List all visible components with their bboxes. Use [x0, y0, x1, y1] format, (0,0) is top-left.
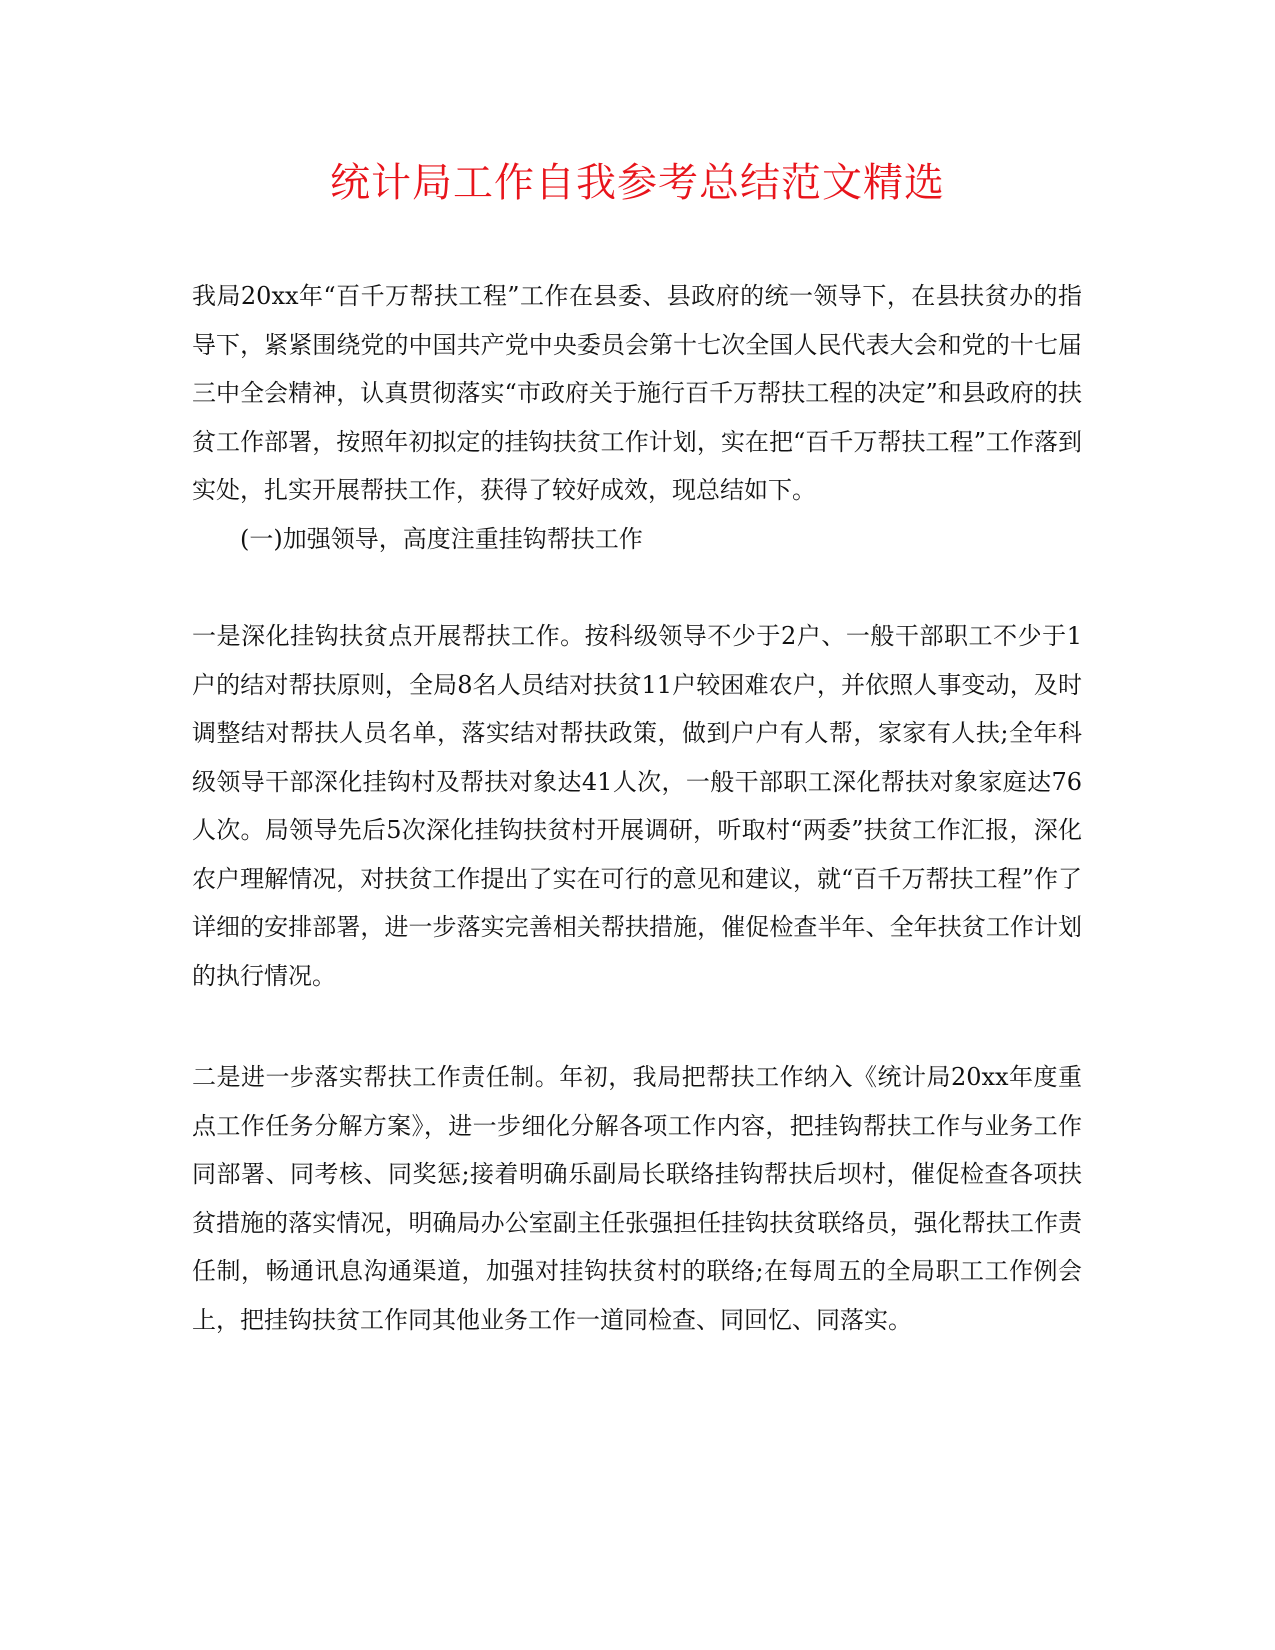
- section-heading: (一)加强领导，高度注重挂钩帮扶工作: [240, 525, 643, 553]
- point-two-paragraph: 二是进一步落实帮扶工作责任制。年初，我局把帮扶工作纳入《统计局20xx年度重点工作任务分解方案》，进一步细化分解各项工作内容，把挂钩帮扶工作与业务工作同部署、同考核、同奖惩;接着明确乐副局长联络挂钩帮扶后坝村，催促检查各项扶贫措施的落实情况，明确局办公室副主任张强担任挂钩扶贫联络员，强化帮扶工作责任制，畅通讯息沟通渠道，加强对挂钩扶贫村的联络;在每周五的全局职工工作例会上，把挂钩扶贫工作同其他业务工作一道同检查、同回忆、同落实。: [192, 1063, 1082, 1334]
- intro-paragraph: 我局20xx年“百千万帮扶工程”工作在县委、县政府的统一领导下，在县扶贫办的指导下，紧紧围绕党的中国共产党中央委员会第十七次全国人民代表大会和党的十七届三中全会精神，认真贯彻落实“市政府关于施行百千万帮扶工程的决定”和县政府的扶贫工作部署，按照年初拟定的挂钩扶贫工作计划，实在把“百千万帮扶工程”工作落到实处，扎实开展帮扶工作，获得了较好成效，现总结如下。: [192, 282, 1082, 504]
- document-title: 统计局工作自我参考总结范文精选: [330, 160, 945, 206]
- point-one-paragraph: 一是深化挂钩扶贫点开展帮扶工作。按科级领导不少于2户、一般干部职工不少于1户的结对帮扶原则，全局8名人员结对扶贫11户较困难农户，并依照人事变动，及时调整结对帮扶人员名单，落实结对帮扶政策，做到户户有人帮，家家有人扶;全年科级领导干部深化挂钩村及帮扶对象达41人次，一般干部职工深化帮扶对象家庭达76人次。局领导先后5次深化挂钩扶贫村开展调研，听取村“两委”扶贫工作汇报，深化农户理解情况，对扶贫工作提出了实在可行的意见和建议，就“百千万帮扶工程”作了详细的安排部署，进一步落实完善相关帮扶措施，催促检查半年、全年扶贫工作计划的执行情况。: [192, 622, 1082, 990]
